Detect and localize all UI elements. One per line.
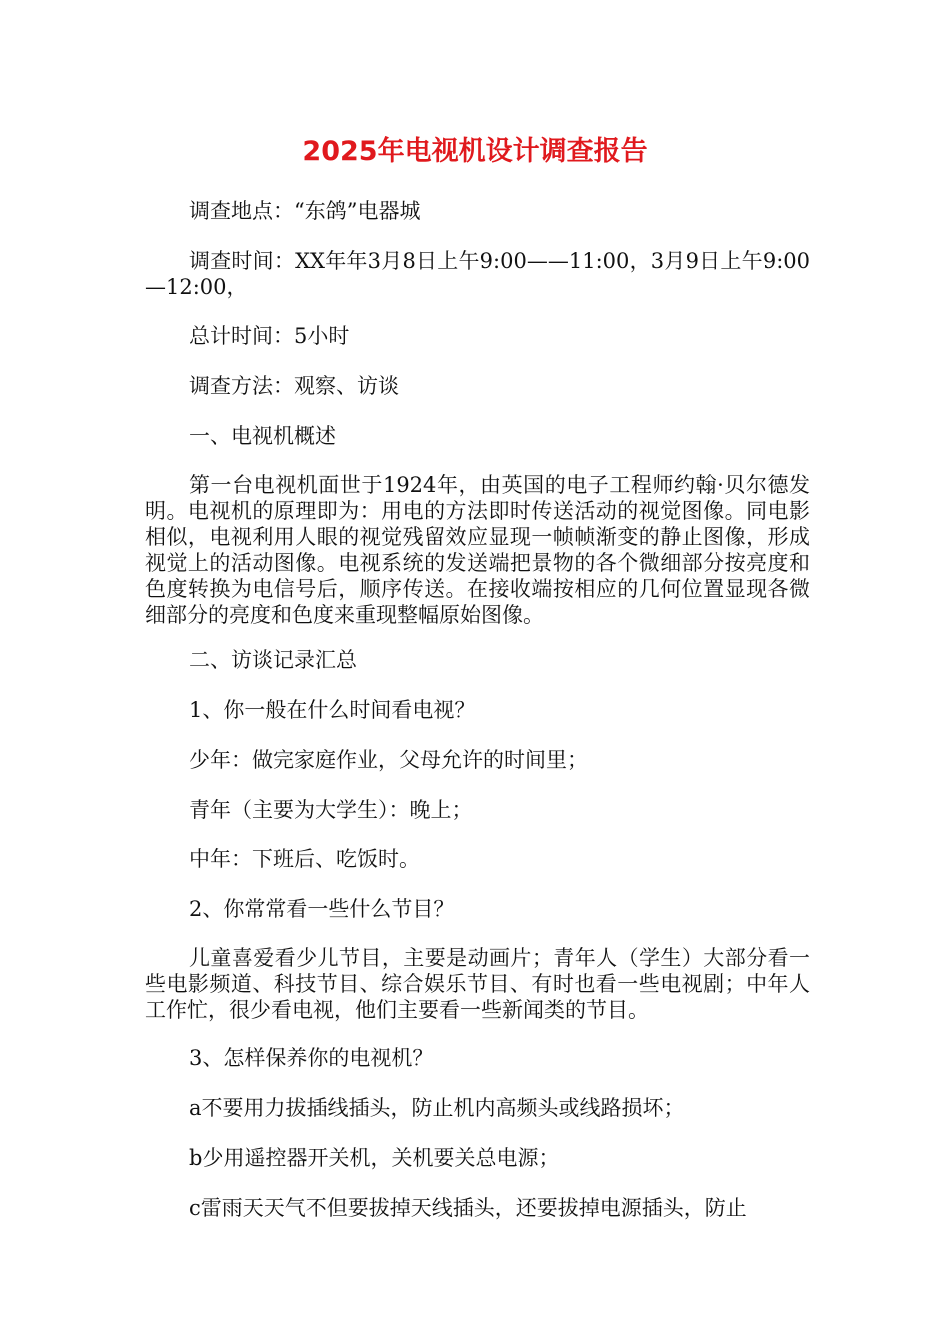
paragraph-survey-time [145,248,810,300]
paragraph-text: 调查地点：“东鸽”电器城 [189,199,421,223]
answer-text: 儿童喜爱看少儿节目，主要是动画片；青年人（学生）大部分看一些电影频道、科技节目、综合娱乐节目、有时也看一些电视剧；中年人工作忙，很少看电视，他们主要看一些新闻类的节目。 [145,946,810,1022]
answer-middle-aged [145,846,810,872]
question-2 [145,896,810,922]
paragraph-overview-body [145,472,810,628]
paragraph-text: 调查方法：观察、访谈 [189,374,399,398]
paragraph-text: 总计时间：5小时 [189,324,350,348]
tip-text: a不要用力拔插线插头，防止机内高频头或线路损坏； [189,1096,685,1120]
section-heading: 二、访谈记录汇总 [189,648,357,672]
paragraph-survey-location [145,198,810,224]
tip-c [145,1195,810,1221]
section-heading: 一、电视机概述 [189,424,336,448]
question-1 [145,697,810,723]
question-text: 1、你一般在什么时间看电视？ [189,698,476,722]
document-title: 2025年电视机设计调查报告 [302,136,648,167]
tip-b [145,1145,810,1171]
answer-text: 少年：做完家庭作业，父母允许的时间里； [189,748,588,772]
section-heading-interviews [145,647,810,673]
tip-a [145,1095,810,1121]
question-3 [145,1045,810,1071]
answer-youth [145,797,810,823]
tip-text: c雷雨天天气不但要拔掉天线插头，还要拔掉电源插头，防止 [189,1196,747,1220]
paragraph-survey-method [145,373,810,399]
section-heading-overview [145,423,810,449]
answer-teen [145,747,810,773]
question-text: 2、你常常看一些什么节目？ [189,897,455,921]
tip-text: b少用遥控器开关机，关机要关总电源； [189,1146,560,1170]
answer-text: 青年（主要为大学生）：晚上； [189,798,473,822]
paragraph-text: 第一台电视机面世于1924年，由英国的电子工程师约翰·贝尔德发明。电视机的原理即为：用电的方法即时传送活动的视觉图像。同电影相似，电视利用人眼的视觉残留效应显现一帧帧渐变的静止图像，形成视觉上的活动图像。电视系统的发送端把景物的各个微细部分按亮度和色度转换为电信号后，顺序传送。在接收端按相应的几何位置显现各微细部分的亮度和色度来重现整幅原始图像。 [145,473,810,627]
paragraph-text: 调查时间：XX年年3月8日上午9:00——11:00，3月9日上午9:00—12:00， [145,249,810,299]
answer-text: 中年：下班后、吃饭时。 [189,847,420,871]
answer-programs [145,945,810,1023]
paragraph-total-time [145,323,810,349]
question-text: 3、怎样保养你的电视机？ [189,1046,434,1070]
